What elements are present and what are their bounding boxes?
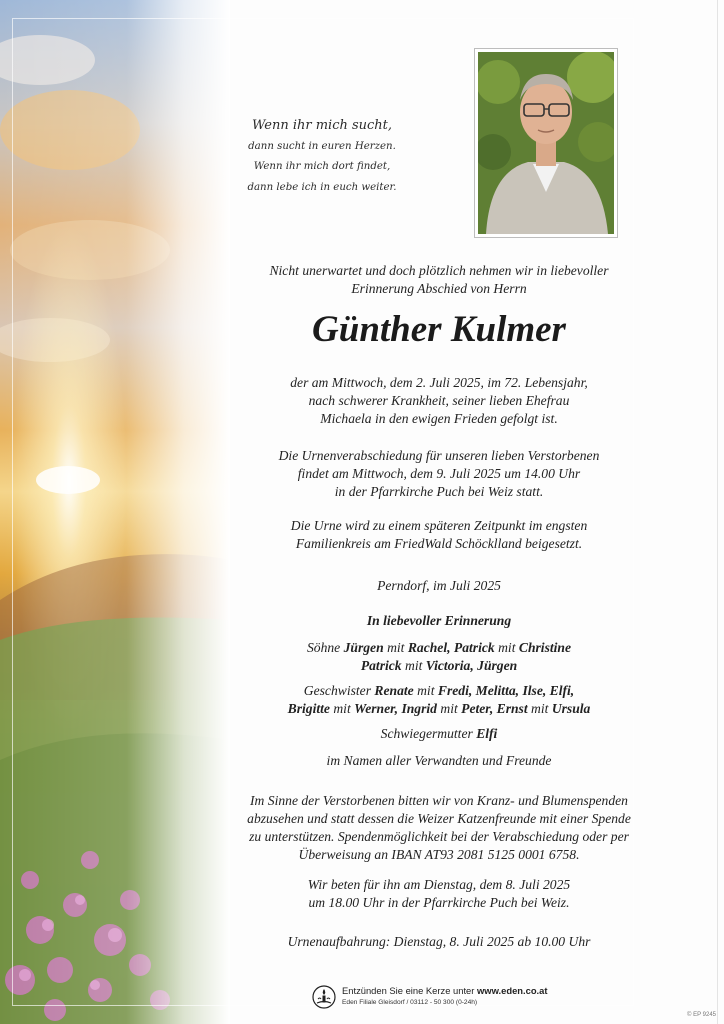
quote-line: Wenn ihr mich dort findet, [253,161,391,172]
family-name: Christine [518,640,572,655]
footer-prefix: Entzünden Sie eine Kerze unter [342,985,475,996]
relatives-line: im Namen aller Verwandten und Freunde [326,753,552,768]
prayer-line: Wir beten für ihn am Dienstag, dem 8. Juli 2025 [307,877,571,892]
mit-word: mit [440,701,458,716]
family-name: Werner, Ingrid [354,701,437,716]
family-label: Schwiegermutter [380,726,473,741]
death-line: der am Mittwoch, dem 2. Juli 2025, im 72. Lebensjahr, [290,375,588,390]
family-name: Rachel, Patrick [407,640,495,655]
burial-line: Familienkreis am FriedWald Schöcklland beigesetzt. [295,536,583,551]
burial-line: Die Urne wird zu einem späteren Zeitpunkt im engsten [290,518,588,533]
death-line: nach schwerer Krankheit, seiner lieben Ehefrau [308,393,570,408]
deceased-name: Günther Kulmer [312,309,566,350]
mit-word: mit [531,701,549,716]
mit-word: mit [417,683,435,698]
page-edge [717,0,718,1024]
candle-icon [312,985,336,1009]
place-date: Perndorf, im Juli 2025 [377,578,501,593]
family-name: Fredi, Melitta, Ilse, Elfi, [437,683,575,698]
quote-line: dann lebe ich in euch weiter. [247,181,397,193]
family-label: Geschwister [303,683,371,698]
prayer-text [214,876,664,912]
memory-heading: In liebevoller Erinnerung [366,613,512,628]
mit-word: mit [498,640,516,655]
footer-contact: Eden Filiale Gleisdorf / 03112 - 50 300 (0-24h) [342,999,478,1006]
mit-word: mit [405,658,423,673]
donation-line: zu unterstützen. Spendenmöglichkeit bei der Verabschiedung oder per [249,829,629,844]
intro-line: Erinnerung Abschied von Herrn [351,281,527,296]
burial-text [214,517,664,553]
family-name: Ursula [551,701,591,716]
viewing-text: Urnenaufbahrung: Dienstag, 8. Juli 2025 ab 10.00 Uhr [287,934,591,949]
mother-in-law-line [214,725,664,743]
death-text [214,374,664,428]
siblings-line [214,682,664,718]
intro-text [214,262,664,298]
family-name: Victoria, Jürgen [425,658,518,673]
donation-line: abzusehen und statt dessen die Weizer Katzenfreunde mit einer Spende [247,811,631,826]
donation-line: Im Sinne der Verstorbenen bitten wir von Kranz- und Blumenspenden [250,793,628,808]
document-code: © EP 9245 [687,1012,716,1018]
farewell-line: findet am Mittwoch, dem 9. Juli 2025 um 14.00 Uhr [297,466,581,481]
footer [312,984,572,1014]
mit-word: mit [387,640,405,655]
sons-row [214,657,664,675]
landscape-image [0,0,230,1024]
farewell-line: Die Urnenverabschiedung für unseren lieben Verstorbenen [278,448,600,463]
family-name: Peter, Ernst [461,701,528,716]
family-name: Elfi [476,726,498,741]
poem-quote [232,116,412,198]
footer-candle-text [342,985,582,996]
quote-line: Wenn ihr mich sucht, [251,118,393,133]
farewell-line: in der Pfarrkirche Puch bei Weiz statt. [334,484,544,499]
family-name: Renate [374,683,414,698]
sons-row [214,639,664,657]
donation-text [206,792,672,864]
intro-line: Nicht unerwartet und doch plötzlich nehmen wir in liebevoller [269,263,609,278]
family-name: Brigitte [287,701,330,716]
mit-word: mit [333,701,351,716]
siblings-row [214,700,664,718]
siblings-row [214,682,664,700]
quote-line: dann sucht in euren Herzen. [248,140,396,152]
death-line: Michaela in den ewigen Frieden gefolgt ist. [320,411,558,426]
footer-url-link[interactable]: www.eden.co.at [477,985,548,996]
portrait-photo [474,48,618,238]
family-name: Patrick [360,658,402,673]
farewell-text [214,447,664,501]
family-name: Jürgen [343,640,384,655]
prayer-line: um 18.00 Uhr in der Pfarrkirche Puch bei Weiz. [308,895,570,910]
donation-line: Überweisung an IBAN AT93 2081 5125 0001 6758. [298,847,580,862]
family-label: Söhne [306,640,341,655]
sons-line [214,639,664,675]
